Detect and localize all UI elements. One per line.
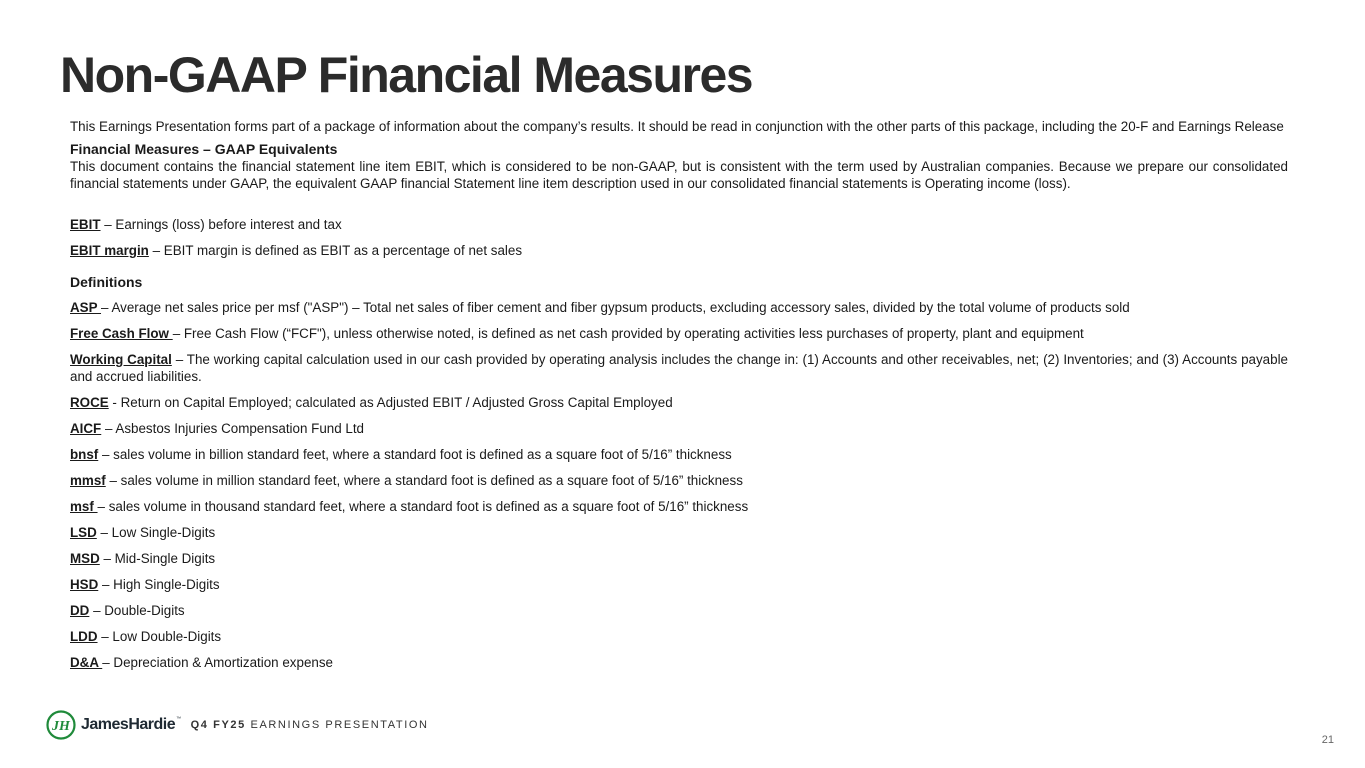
- company-logo-text: JamesHardie™: [81, 716, 181, 733]
- definition-item: [70, 654, 1288, 671]
- definition-text: – Free Cash Flow (“FCF"), unless otherwise noted, is defined as net cash provided by operating activities less purchases of property, plant and equipment: [172, 326, 1084, 341]
- definition-term: bnsf: [70, 447, 99, 462]
- definition-text: – Mid-Single Digits: [99, 551, 216, 566]
- presentation-label: [191, 719, 429, 731]
- definition-term: mmsf: [70, 473, 106, 488]
- definition-text: – Low Single-Digits: [96, 525, 216, 540]
- definition-item: [70, 628, 1288, 645]
- definition-term: EBIT margin: [70, 243, 149, 258]
- definition-term: DD: [70, 603, 90, 618]
- definition-text: – EBIT margin is defined as EBIT as a percentage of net sales: [148, 243, 523, 258]
- period-label: Q4 FY25: [190, 719, 246, 731]
- definition-item: [70, 550, 1288, 567]
- definition-text: – The working capital calculation used in our cash provided by operating analysis includes the change in: (1) Accounts and other receivables, net; (2) Inventories; and (3) Accounts payable and accrued liabilities.: [70, 352, 1288, 384]
- definition-item: [70, 446, 1288, 463]
- definition-term: HSD: [70, 577, 99, 592]
- definition-text: – Depreciation & Amortization expense: [102, 655, 333, 670]
- definition-term: Free Cash Flow: [70, 326, 173, 341]
- definitions-list: [70, 299, 1288, 671]
- definition-term: D&A: [70, 655, 103, 670]
- definition-item: [70, 576, 1288, 593]
- definition-text: – High Single-Digits: [98, 577, 220, 592]
- definition-item: [70, 472, 1288, 489]
- definition-item: [70, 299, 1288, 316]
- definition-item: [70, 394, 1288, 411]
- page-number: 21: [1321, 734, 1334, 746]
- definition-text: – Asbestos Injuries Compensation Fund Ltd: [101, 421, 365, 436]
- definition-term: EBIT: [70, 217, 101, 232]
- definition-term: LSD: [70, 525, 97, 540]
- definition-text: – Average net sales price per msf ("ASP") – Total net sales of fiber cement and fiber gypsum products, excluding accessory sales, divided by the total volume of products sold: [101, 300, 1130, 315]
- definition-text: - Return on Capital Employed; calculated as Adjusted EBIT / Adjusted Gross Capital Employed: [108, 395, 673, 410]
- logo-monogram: JH: [52, 719, 70, 734]
- definition-text: – Low Double-Digits: [97, 629, 222, 644]
- intro-paragraph: This Earnings Presentation forms part of a package of information about the company’s results. It should be read in conjunction with the other parts of this package, including the 20-F and Earnings Release: [70, 119, 1284, 134]
- definition-text: – Double-Digits: [89, 603, 185, 618]
- definition-item: [70, 216, 1288, 233]
- definition-item: [70, 242, 1288, 259]
- definition-text: – sales volume in billion standard feet, where a standard foot is defined as a square foot of 5/16” thickness: [98, 447, 732, 462]
- gaap-heading: Financial Measures – GAAP Equivalents: [70, 141, 338, 157]
- definition-term: MSD: [70, 551, 100, 566]
- page-title: Non-GAAP Financial Measures: [60, 47, 753, 103]
- definition-term: msf: [70, 499, 98, 514]
- definition-item: [70, 498, 1288, 515]
- james-hardie-logo-icon: [46, 710, 76, 740]
- presentation-type: EARNINGS PRESENTATION: [245, 719, 429, 731]
- definition-term: AICF: [70, 421, 102, 436]
- definition-term: ASP: [70, 300, 102, 315]
- definitions-heading: Definitions: [70, 274, 143, 290]
- definition-item: [70, 420, 1288, 437]
- definition-item: [70, 325, 1288, 342]
- gaap-terms-list: [70, 216, 1288, 259]
- definition-item: [70, 602, 1288, 619]
- definition-item: [70, 351, 1288, 385]
- definition-text: – sales volume in thousand standard feet, where a standard foot is defined as a square foot of 5/16” thickness: [97, 499, 749, 514]
- definition-text: – sales volume in million standard feet, where a standard foot is defined as a square foot of 5/16” thickness: [105, 473, 743, 488]
- definition-term: Working Capital: [70, 352, 172, 367]
- gaap-paragraph: This document contains the financial statement line item EBIT, which is considered to be non-GAAP, but is consistent with the term used by Australian companies. Because we prepare our consolidated financial statements under GAAP, the equivalent GAAP financial Statement line item description used in our consolidated financial statements is Operating income (loss).: [70, 159, 1288, 191]
- definition-text: – Earnings (loss) before interest and tax: [100, 217, 342, 232]
- definition-item: [70, 524, 1288, 541]
- footer: [46, 709, 429, 741]
- definition-term: LDD: [70, 629, 98, 644]
- content-body: [70, 118, 1288, 680]
- definition-term: ROCE: [70, 395, 109, 410]
